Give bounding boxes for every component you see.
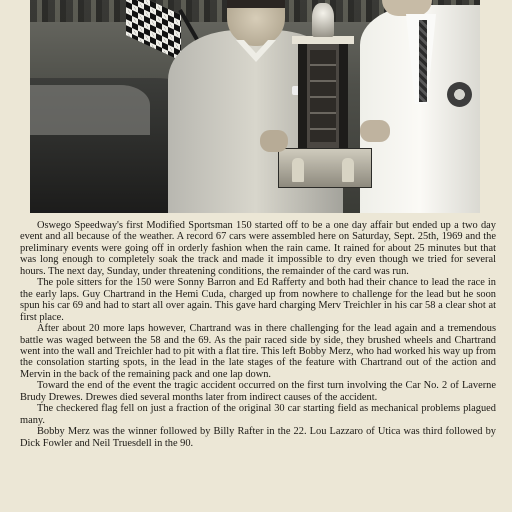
jacket-emblem-icon <box>447 82 472 107</box>
trophy-cup <box>312 3 334 37</box>
paragraph: Oswego Speedway's first Modified Sportsman 150 started off to be a one day affair but ended up a two day event and all because of the weather. A record 67 cars were assembled here on Saturday, Sept. 25th, 1969 and the preliminary events were going off in orderly fashion when the rain came. It rained for about 25 minutes but that was long enough to completely soak the track and made it impossible to dry even though we tried for several hours. The next day, Sunday, under threatening conditions, the remainder of the card was run. <box>20 220 496 277</box>
trophy-figurine <box>342 158 354 182</box>
paragraph: Bobby Merz was the winner followed by Billy Rafter in the 22. Lou Lazzaro of Utica was third followed by Dick Fowler and Neil Truesdell in the 90. <box>20 426 496 449</box>
necktie <box>419 20 427 102</box>
trophy-figurine <box>292 158 304 182</box>
paragraph: After about 20 more laps however, Chartrand was in there challenging for the lead again and a tremendous battle was waged between the 58 and the 69. As the pair raced side by side, they brushed wheels and Chartrand went into the wall and Treichler had to pit with a flat tire. This left Bobby Merz, who had worked his way up from the consolation starting spots, in the lead in the late stages of the feature with Chartrand out of the action and Mervin in the back of the remaining pack and one lap down. <box>20 323 496 380</box>
paragraph: The pole sitters for the 150 were Sonny Barron and Ed Rafferty and both had their chance to lead the race in the early laps. Guy Chartrand in the Hemi Cuda, charged up from nowhere to challenge for the lead but he soon spun his car 69 and had to start all over again. This gave hard charging Merv Treichler in his car 58 a clear shot at first place. <box>20 277 496 323</box>
paragraph: The checkered flag fell on just a fraction of the original 30 car starting field as mechanical problems plagued many. <box>20 403 496 426</box>
victory-lane-photo <box>30 0 480 213</box>
paragraph: Toward the end of the event the tragic accident occurred on the first turn involving the Car No. 2 of Laverne Brudy Drewes. Drewes died several months later from indirect causes of the accident. <box>20 380 496 403</box>
article-body <box>20 220 496 449</box>
